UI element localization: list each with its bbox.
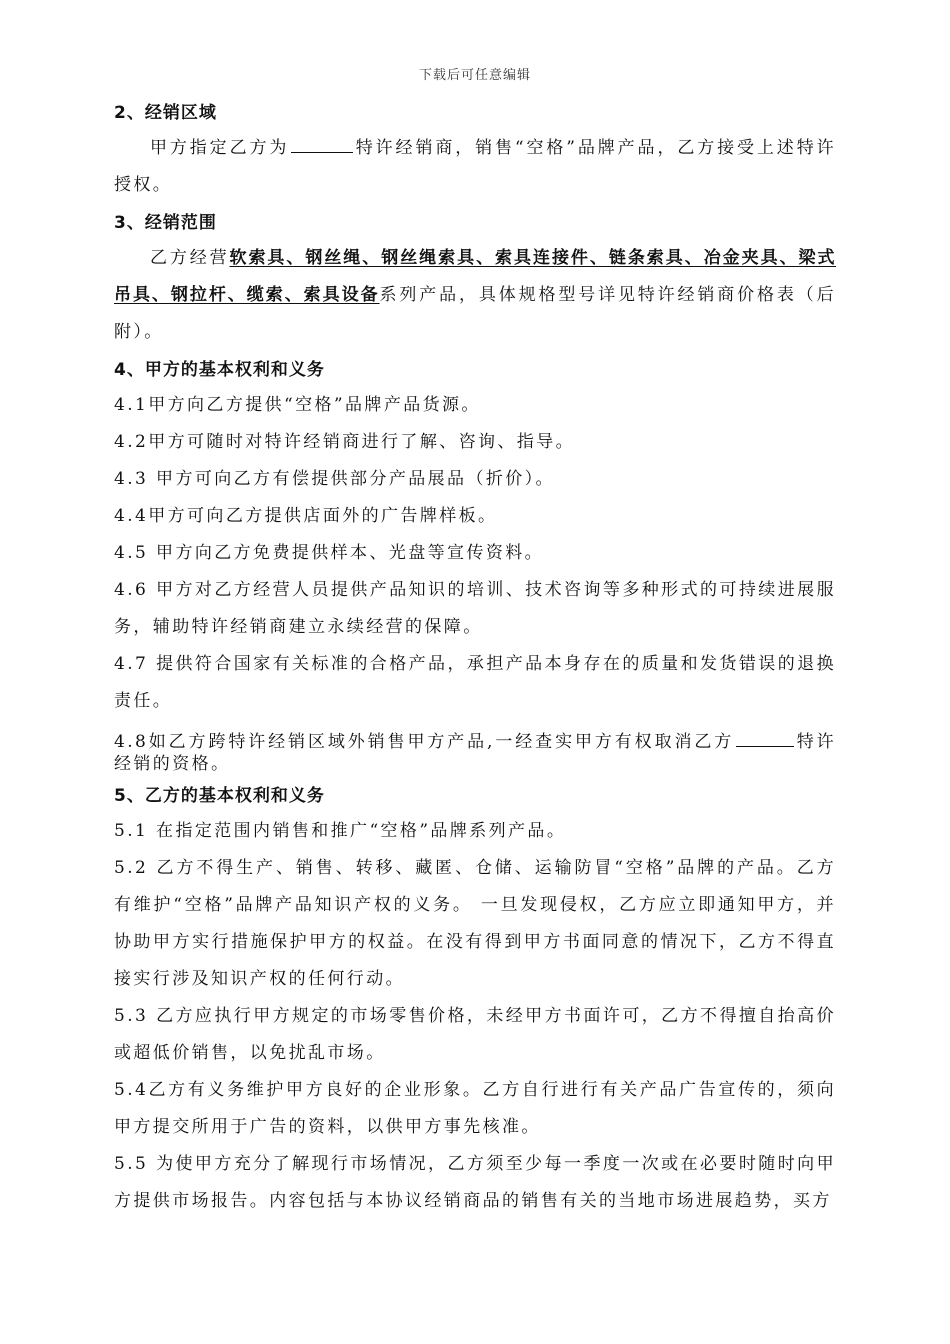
clause-4-2: 4.2甲方可随时对特许经销商进行了解、咨询、指导。 (114, 432, 576, 452)
section-3-text-b: 系列产品，具体规格型号详见特许经销商价格表（后附）。 (114, 285, 837, 342)
section-2-text-a: 甲方指定乙方为 (150, 138, 290, 158)
section-3-paragraph (114, 240, 836, 351)
clause-4-8-text-b: 特许经销的资格。 (114, 732, 836, 774)
blank-line (736, 728, 794, 747)
clause-4-4: 4.4甲方可向乙方提供店面外的广告牌样板。 (114, 506, 498, 526)
clause-4-3: 4.3 甲方可向乙方有偿提供部分产品展品（折价）。 (114, 469, 555, 489)
clause-4-6: 4.6 甲方对乙方经营人员提供产品知识的培训、技术咨询等多种形式的可持续进展服务，辅助特许经销商建立永续经营的保障。 (114, 580, 836, 637)
clause-4-8-text-a: 4.8如乙方跨特许经销区域外销售甲方产品,一经查实甲方有权取消乙方 (114, 732, 735, 752)
clause-5-4: 5.4乙方有义务维护甲方良好的企业形象。乙方自行进行有关产品广告宣传的，须向甲方提交所用于广告的资料，以供甲方事先核准。 (114, 1080, 836, 1137)
clause-4-7: 4.7 提供符合国家有关标准的合格产品，承担产品本身存在的质量和发货错误的退换责任。 (114, 654, 836, 711)
product-list: 软索具、钢丝绳、钢丝绳索具、索具连接件、链条索具、冶金夹具、梁式吊具、钢拉杆、缆索、索具设备 (114, 248, 837, 305)
section-3-text-a: 乙方经营 (150, 248, 230, 268)
document-body (114, 96, 836, 1220)
section-2-paragraph (114, 130, 836, 204)
section-3-heading: 3、经销范围 (114, 213, 217, 233)
section-5-heading: 5、乙方的基本权利和义务 (114, 786, 325, 806)
clause-5-5: 5.5 为使甲方充分了解现行市场情况，乙方须至少每一季度一次或在必要时随时向甲方提供市场报告。内容包括与本协议经销商品的销售有关的当地市场进展趋势，买方 (114, 1154, 836, 1211)
clause-5-1: 5.1 在指定范围内销售和推广“空格”品牌系列产品。 (114, 821, 567, 841)
blank-line (291, 134, 353, 153)
section-2-text-b: 特许经销商，销售“空格”品牌产品，乙方接受上述特许授权。 (114, 138, 836, 195)
clause-4-1: 4.1甲方向乙方提供“空格”品牌产品货源。 (114, 395, 481, 415)
section-4-heading: 4、甲方的基本权利和义务 (114, 360, 325, 380)
clause-5-2: 5.2 乙方不得生产、销售、转移、藏匿、仓储、运输防冒“空格”品牌的产品。乙方有维护“空格”品牌产品知识产权的义务。 一旦发现侵权，乙方应立即通知甲方，并协助甲方实行措施保护甲方的权益。在没有得到甲方书面同意的情况下，乙方不得直接实行涉及知识产权的任何行动。 (114, 858, 836, 989)
header-note: 下载后可任意编辑 (418, 68, 531, 83)
clause-5-3: 5.3 乙方应执行甲方规定的市场零售价格，未经甲方书面许可，乙方不得擅自抬高价或超低价销售，以免扰乱市场。 (114, 1006, 836, 1063)
clause-4-8 (114, 728, 836, 775)
clause-4-5: 4.5 甲方向乙方免费提供样本、光盘等宣传资料。 (114, 543, 545, 563)
section-2-heading: 2、经销区域 (114, 103, 217, 123)
